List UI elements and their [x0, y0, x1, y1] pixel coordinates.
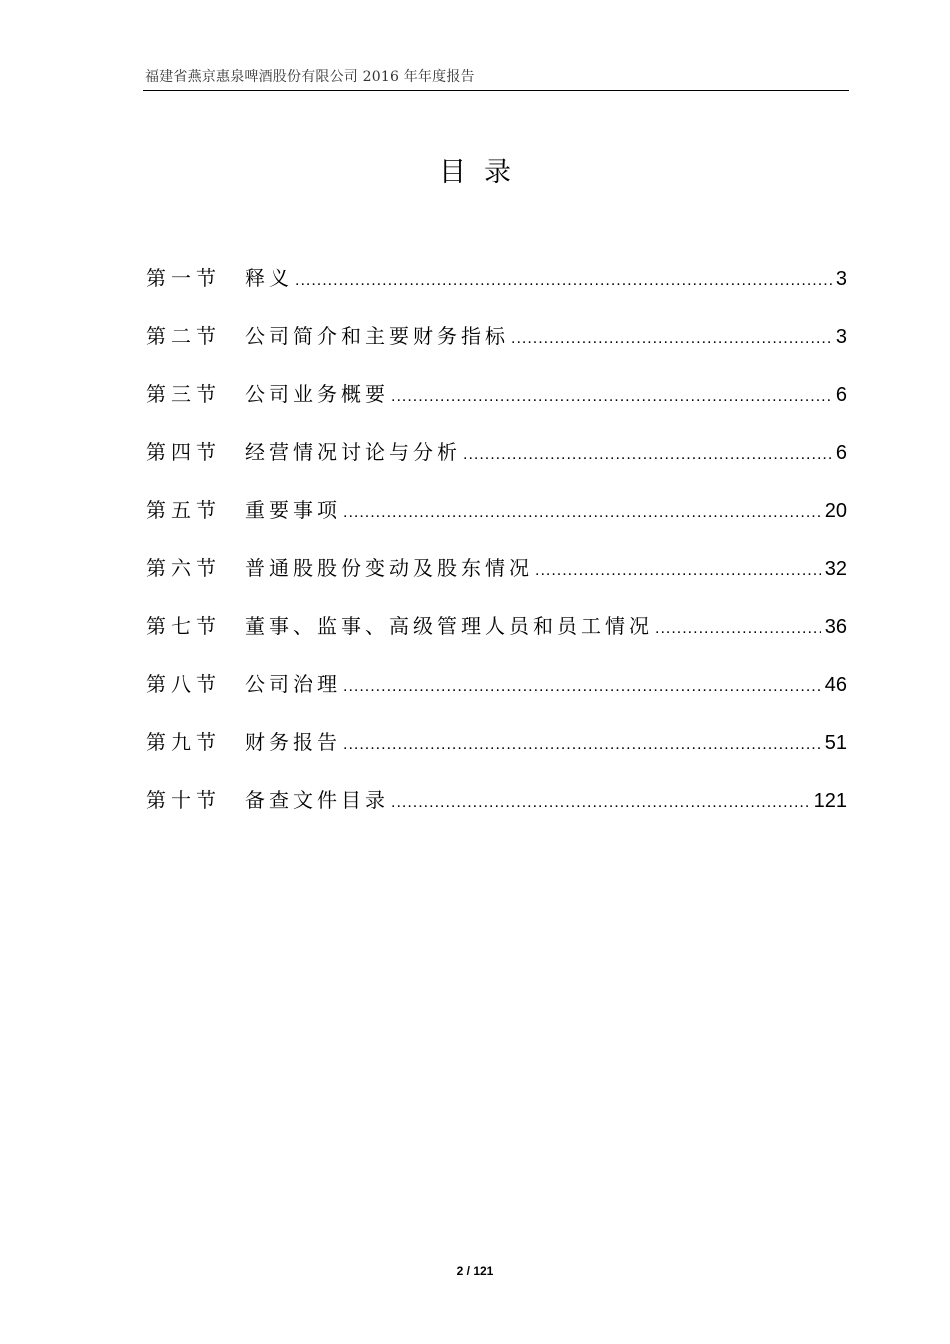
toc-dot-leader	[343, 504, 821, 522]
toc-dot-leader	[391, 388, 832, 406]
toc-section-number: 第二节	[146, 324, 221, 348]
toc-section-title: 备查文件目录	[245, 788, 389, 812]
toc-dot-leader	[343, 678, 821, 696]
toc-page-number: 3	[835, 326, 847, 348]
toc-dot-leader	[511, 330, 832, 348]
toc-section-title: 经营情况讨论与分析	[245, 440, 461, 464]
table-of-contents	[146, 262, 847, 842]
page-indicator: 2 / 121	[456, 1264, 494, 1278]
toc-page-number: 46	[824, 674, 847, 696]
toc-heading: 目录	[439, 157, 529, 188]
toc-entry[interactable]	[146, 494, 847, 552]
toc-dot-leader	[463, 446, 832, 464]
toc-entry[interactable]	[146, 378, 847, 436]
header-title: 福建省燕京惠泉啤酒股份有限公司 2016 年年度报告	[145, 69, 475, 85]
toc-page-number: 51	[824, 732, 847, 754]
toc-section-number: 第三节	[146, 382, 221, 406]
toc-section-title: 释义	[245, 266, 293, 290]
toc-page-number: 121	[813, 790, 847, 812]
toc-page-number: 3	[835, 268, 847, 290]
toc-dot-leader	[295, 272, 832, 290]
toc-section-number: 第十节	[146, 788, 221, 812]
toc-section-number: 第六节	[146, 556, 221, 580]
toc-entry[interactable]	[146, 320, 847, 378]
page-header	[143, 64, 849, 91]
toc-dot-leader	[391, 794, 810, 812]
toc-page-number: 6	[835, 442, 847, 464]
toc-section-title: 公司业务概要	[245, 382, 389, 406]
toc-section-title: 财务报告	[245, 730, 341, 754]
toc-dot-leader	[655, 620, 821, 638]
toc-section-title: 重要事项	[245, 498, 341, 522]
toc-section-number: 第五节	[146, 498, 221, 522]
toc-section-number: 第一节	[146, 266, 221, 290]
toc-section-number: 第四节	[146, 440, 221, 464]
toc-page-number: 32	[824, 558, 847, 580]
toc-dot-leader	[535, 562, 821, 580]
toc-page-number: 6	[835, 384, 847, 406]
toc-entry[interactable]	[146, 610, 847, 668]
toc-section-number: 第七节	[146, 614, 221, 638]
toc-section-number: 第九节	[146, 730, 221, 754]
toc-entry[interactable]	[146, 784, 847, 842]
toc-section-title: 普通股股份变动及股东情况	[245, 556, 533, 580]
toc-section-number: 第八节	[146, 672, 221, 696]
page-footer	[0, 1264, 950, 1278]
toc-entry[interactable]	[146, 552, 847, 610]
toc-section-title: 公司治理	[245, 672, 341, 696]
toc-section-title: 公司简介和主要财务指标	[245, 324, 509, 348]
toc-page-number: 20	[824, 500, 847, 522]
toc-entry[interactable]	[146, 726, 847, 784]
toc-dot-leader	[343, 736, 821, 754]
toc-page-number: 36	[824, 616, 847, 638]
toc-entry[interactable]	[146, 668, 847, 726]
toc-entry[interactable]	[146, 436, 847, 494]
toc-entry[interactable]	[146, 262, 847, 320]
toc-section-title: 董事、监事、高级管理人员和员工情况	[245, 614, 653, 638]
